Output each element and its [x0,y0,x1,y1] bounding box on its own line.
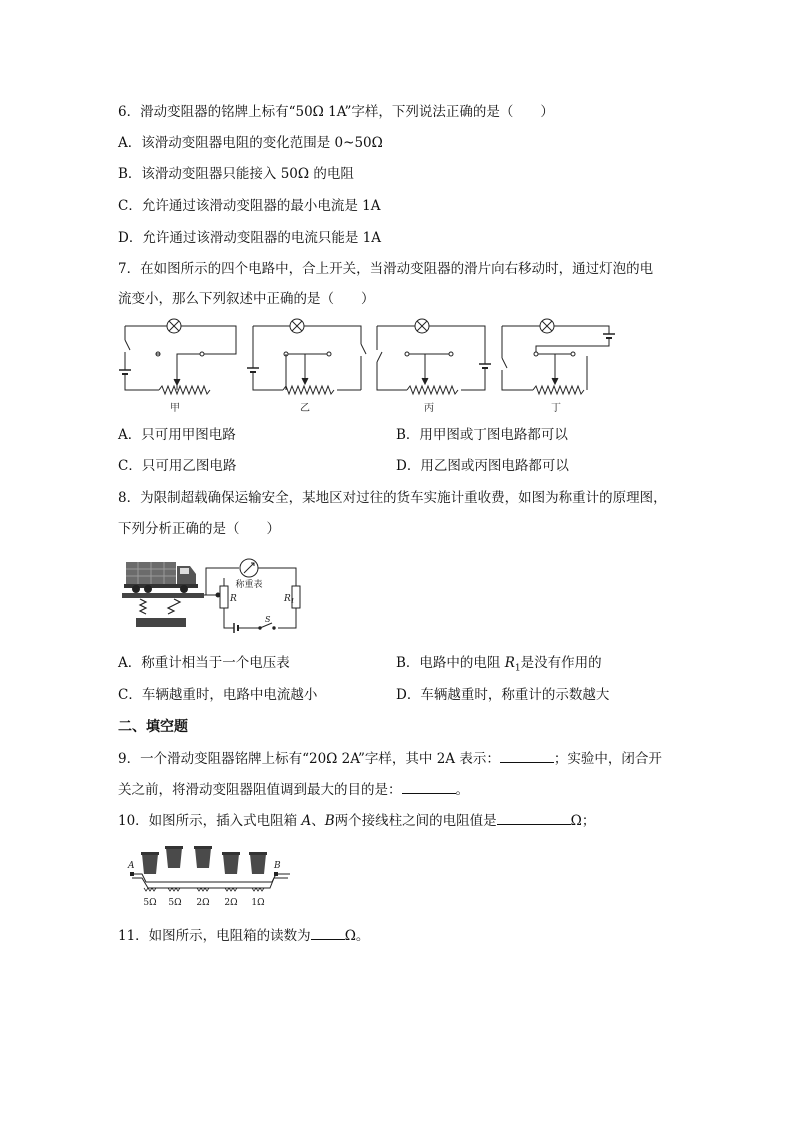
circuit-jia [119,319,236,394]
label-jia: 甲 [170,403,180,414]
circuit-bing [377,319,491,394]
q8-weighing-diagram [122,552,312,634]
q7-stem-line1: 7．在如图所示的四个电路中，合上开关，当滑动变阻器的滑片向右移动时，通过灯泡的电 [118,261,654,277]
resistor-label-2: 5Ω [168,898,182,908]
q7-stem-line2: 流变小，那么下列叙述中正确的是（ ） [118,291,375,307]
terminal-a-label: A [128,861,135,871]
label-yi: 乙 [300,403,310,414]
q11-blank[interactable] [311,926,345,940]
q8-option-d: D．车辆越重时，称重计的示数越大 [396,687,610,703]
q8-option-a: A．称重计相当于一个电压表 [118,655,290,671]
q7-option-c: C．只可用乙图电路 [118,458,237,474]
q6-option-b: B．该滑动变阻器只能接入 50Ω 的电阻 [118,166,354,182]
q8-stem-line1: 8．为限制超载确保运输安全，某地区对过往的货车实施计重收费，如图为称重计的原理图， [118,490,667,506]
q10-stem: 10．如图所示，插入式电阻箱 A、B两个接线柱之间的电阻值是 Ω； [118,813,596,829]
q7-option-b: B．用甲图或丁图电路都可以 [396,427,568,443]
q6-option-d: D．允许通过该滑动变阻器的电流只能是 1A [118,230,381,246]
q10-resistance-box [122,842,294,910]
resistor-label-1: 5Ω [143,898,157,908]
q9-line2: 关之前，将滑动变阻器阻值调到最大的目的是： 。 [118,782,469,798]
circuit-yi [247,319,366,394]
q7-option-a: A．只可用甲图电路 [118,427,236,443]
q7-circuit-diagrams [115,312,625,416]
switch-label: S [265,615,271,624]
q9-blank-2[interactable] [402,780,456,794]
label-bing: 丙 [424,403,434,414]
plug-3[interactable] [194,846,212,868]
resistor-r1-label: $R_1$ [284,594,295,605]
q9-line1: 9．一个滑动变阻器铭牌上标有“20Ω 2A”字样，其中 2A 表示： ；实验中，闭合开 [118,751,662,767]
terminal-b-label: B [274,861,281,871]
q6-stem: 6．滑动变阻器的铭牌上标有“50Ω 1A”字样，下列说法正确的是（ ） [118,104,554,120]
label-ding: 丁 [551,403,561,414]
q6-option-a: A．该滑动变阻器电阻的变化范围是 0~50Ω [118,135,383,151]
q9-blank-1[interactable] [500,749,554,763]
plug-2[interactable] [165,846,183,868]
meter-label: 称重表 [235,580,263,590]
q8-option-b: B．电路中的电阻 $R_1$是没有作用的 [396,655,602,674]
q8-stem-line2: 下列分析正确的是（ ） [118,521,280,537]
resistor-label-5: 1Ω [251,898,265,908]
plug-1[interactable] [141,852,159,874]
q11-stem: 11．如图所示，电阻箱的读数为 Ω。 [118,928,370,944]
q6-option-c: C．允许通过该滑动变阻器的最小电流是 1A [118,198,381,214]
circuit-ding [502,319,615,394]
q10-blank[interactable] [497,811,571,825]
resistor-label-3: 2Ω [196,898,210,908]
q8-option-c: C．车辆越重时，电路中电流越小 [118,687,318,703]
plug-4[interactable] [222,852,240,874]
section-title: 二、填空题 [118,719,188,735]
q7-option-d: D．用乙图或丙图电路都可以 [396,458,569,474]
plug-5[interactable] [249,852,267,874]
truck-icon [124,562,198,593]
resistor-label-4: 2Ω [224,898,238,908]
resistor-r-label: R [230,594,237,604]
